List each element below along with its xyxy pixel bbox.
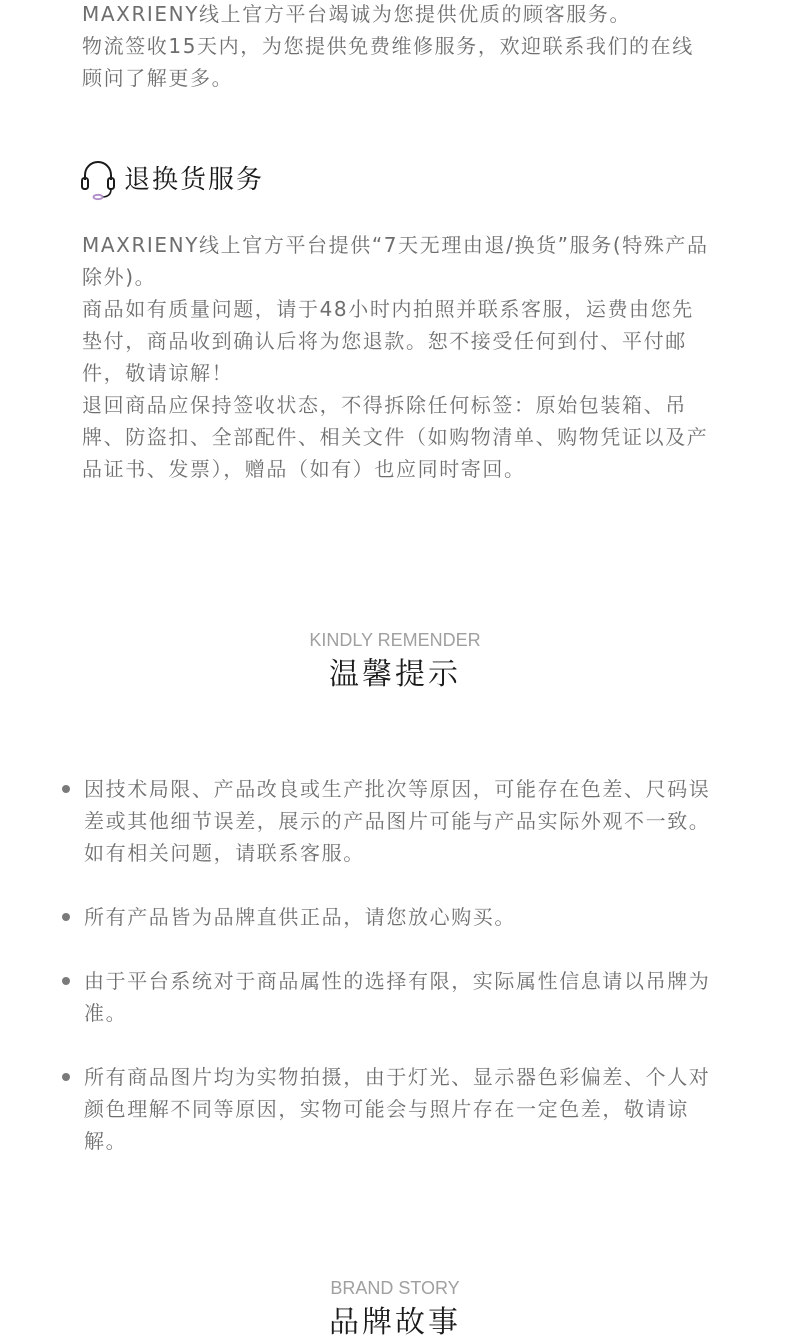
intro-line-1: MAXRIENY线上官方平台竭诚为您提供优质的顾客服务。 [82,2,632,26]
bullet-dot [62,977,70,985]
tip-text: 由于平台系统对于商品属性的选择有限，实际属性信息请以吊牌为准。 [84,969,711,1025]
brand-zh-title: 品牌故事 [329,1305,461,1340]
bullet-dot [62,785,70,793]
return-paragraph: MAXRIENY线上官方平台提供“7天无理由退/换货”服务(特殊产品除外)。 [82,233,709,289]
section-title: 退换货服务 [124,165,265,195]
kindly-en-title: KINDLY REMENDER [309,630,481,650]
brand-story-header [0,1277,790,1343]
list-item [62,965,712,1029]
bullet-dot [62,1073,70,1081]
bullet-dot [62,913,70,921]
reminder-list [62,773,722,1157]
list-item [62,1061,712,1157]
kindly-reminder-header [0,629,790,695]
intro-line-2: 物流签收15天内，为您提供免费维修服务，欢迎联系我们的在线顾问了解更多。 [82,34,694,90]
list-item [62,901,712,933]
headset-icon [80,160,116,200]
tip-text: 因技术局限、产品改良或生产批次等原因，可能存在色差、尺码误差或其他细节误差，展示的产品图片可能与产品实际外观不一致。如有相关问题，请联系客服。 [84,777,711,865]
return-paragraph: 商品如有质量问题，请于48小时内拍照并联系客服，运费由您先垫付，商品收到确认后将为您退款。恕不接受任何到付、平付邮件，敬请谅解！ [82,297,694,385]
return-service-heading [80,160,264,200]
return-paragraph: 退回商品应保持签收状态，不得拆除任何标签：原始包装箱、吊牌、防盗扣、全部配件、相关文件（如购物清单、购物凭证以及产品证书、发票），赠品（如有）也应同时寄回。 [82,393,709,481]
brand-en-title: BRAND STORY [330,1278,460,1298]
tip-text: 所有产品皆为品牌直供正品，请您放心购买。 [84,905,516,929]
return-policy-text [82,229,712,485]
intro-text [82,0,712,94]
tip-text: 所有商品图片均为实物拍摄，由于灯光、显示器色彩偏差、个人对颜色理解不同等原因，实物可能会与照片存在一定色差，敬请谅解。 [84,1065,711,1153]
list-item [62,773,712,869]
kindly-zh-title: 温馨提示 [329,657,461,692]
